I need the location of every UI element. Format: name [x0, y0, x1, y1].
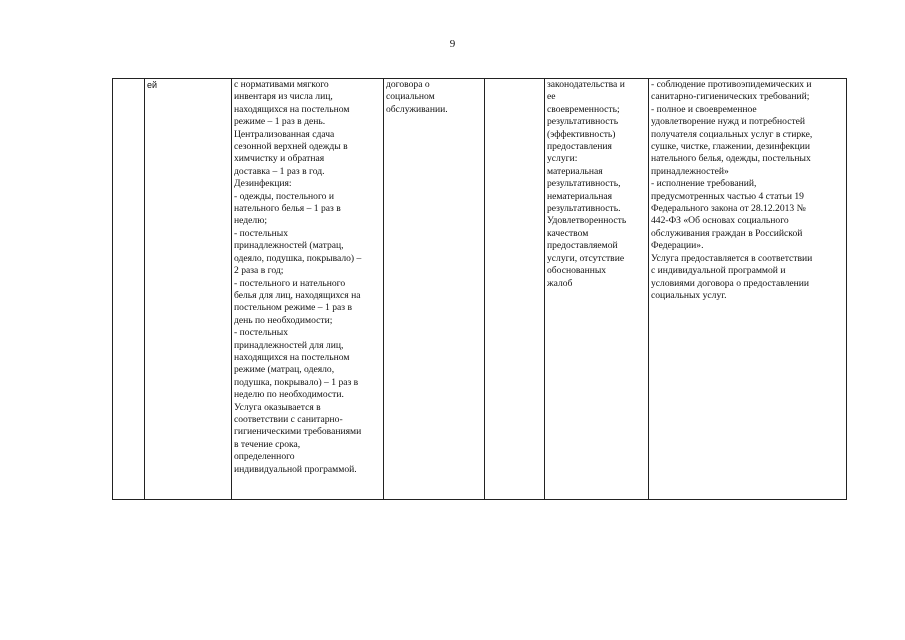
page-number: 9: [449, 38, 456, 50]
table-cell-term: [384, 79, 485, 500]
cell-quality-indicators-text: законодательства и ее своевременность; результативность (эффективность) предоставления услуги: материальная результативность, нематериальная результативность. Удовлетворенность качеством предоставляемой услуги, отсутствие обоснованных жалоб: [547, 79, 627, 289]
cell-conditions-text: - соблюдение противоэпидемических и санитарно-гигиенических требований; - полное и своевременное удовлетворение нужд и потребностей получателя социальных услуг в стирке, сушке, чистке, глажении, дезинфекции нательного белья, одежды, постельных принадлежностей» - исполнение требований, предусмотренных частью 4 статьи 19 Федерального закона от 28.12.2013 № 442-ФЗ «Об основах социального обслуживания граждан в Российской Федерации». Услуга предоставляется в соответствии с индивидуальной программой и условиями договора о предоставлении социальных услуг.: [651, 79, 813, 301]
table-cell-quality-indicators: [545, 79, 649, 500]
cell-description-text: с нормативами мягкого инвентаря из числа лиц, находящихся на постельном режиме – 1 раз в день. Централизованная сдача сезонной верхней одежды в химчистку и обратная доставка – 1 раз в год. Дезинфекция: - одежды, постельного и нательного белья – 1 раз в неделю; - постельных принадлежностей (матрац, одеяло, подушка, покрывало) – 2 раза в год; - постельного и нательного белья для лиц, находящихся на постельном режиме – 1 раз в день по необходимости; - постельных принадлежностей для лиц, находящихся на постельном режиме (матрац, одеяло, подушка, покрывало) – 1 раз в неделю по необходимости. Услуга оказывается в соответствии с санитарно- гигиеническими требованиями в течение срока, определенного индивидуальной программой.: [234, 79, 362, 475]
table-cell-number: [113, 79, 145, 500]
services-table: [112, 78, 847, 500]
cell-term-text: договора о социальном обслуживании.: [386, 79, 448, 115]
table-cell-empty: [485, 79, 545, 500]
table-row: [113, 79, 847, 500]
table-cell-description: [232, 79, 384, 500]
table-cell-conditions: [649, 79, 847, 500]
cell-service-name-text: ей: [147, 80, 158, 90]
table-cell-service-name: [145, 79, 232, 500]
